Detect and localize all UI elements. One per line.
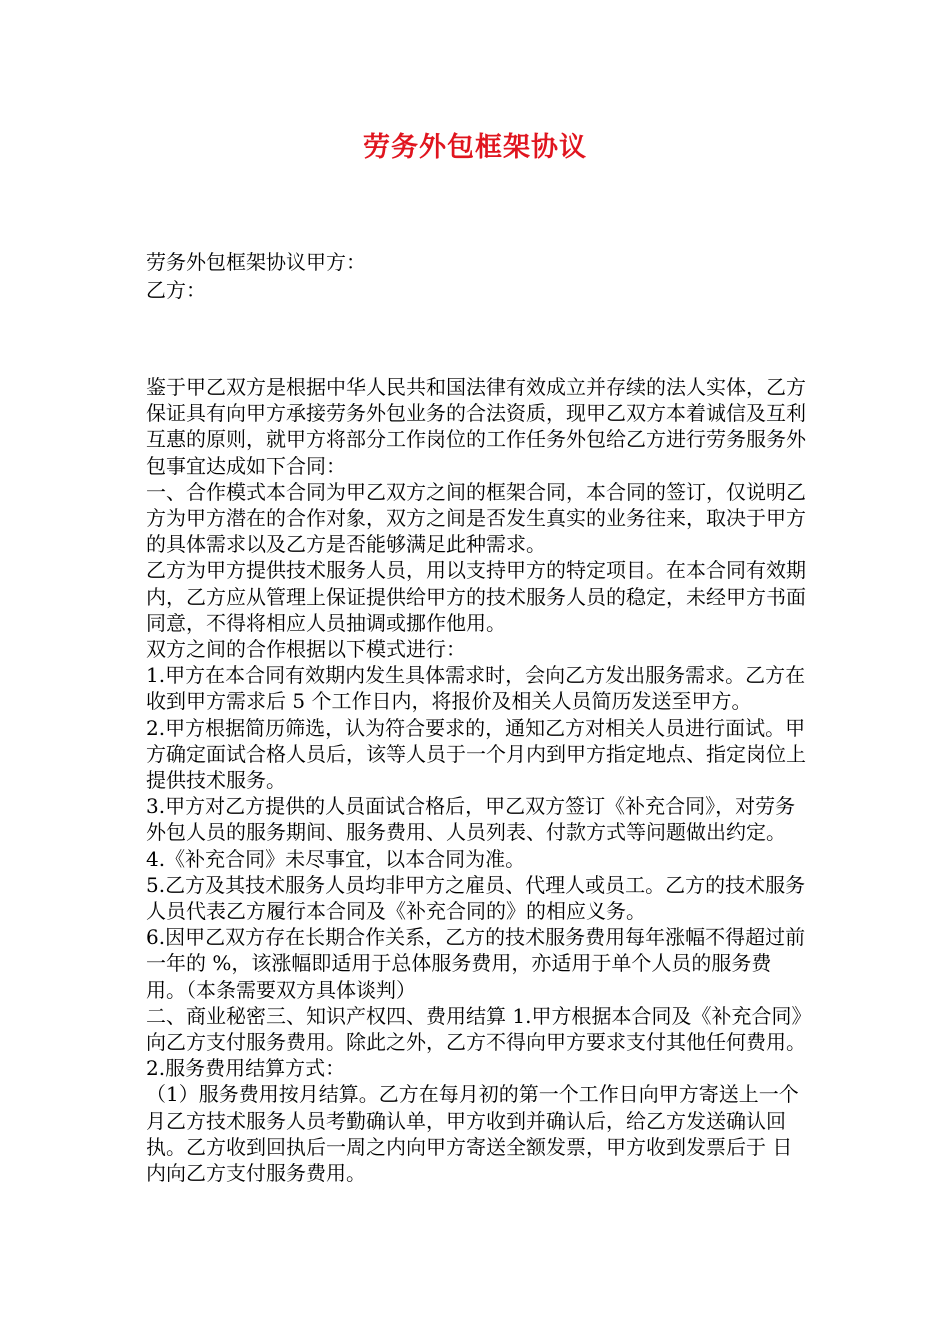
paragraph: 5.乙方及其技术服务人员均非甲方之雇员、代理人或员工。乙方的技术服务人员代表乙方履行本合同及《补充合同的》的相应义务。 (146, 872, 806, 924)
party-a-line: 劳务外包框架协议甲方： (146, 250, 366, 274)
paragraph: 6.因甲乙双方存在长期合作关系，乙方的技术服务费用每年涨幅不得超过前一年的 %，该涨幅即适用于总体服务费用，亦适用于单个人员的服务费用。（本条需要双方具体谈判） (146, 925, 806, 1002)
paragraph: 双方之间的合作根据以下模式进行： (146, 637, 466, 662)
paragraph: 3.甲方对乙方提供的人员面试合格后，甲乙双方签订《补充合同》，对劳务外包人员的服务期间、服务费用、人员列表、付款方式等问题做出约定。 (146, 794, 796, 845)
document-body (146, 374, 811, 1186)
paragraph: 乙方为甲方提供技术服务人员，用以支持甲方的特定项目。在本合同有效期内，乙方应从管理上保证提供给甲方的技术服务人员的稳定，未经甲方书面同意，不得将相应人员抽调或挪作他用。 (146, 558, 806, 635)
party-b-line: 乙方： (146, 278, 206, 302)
paragraph: 4.《补充合同》未尽事宜，以本合同为准。 (146, 846, 526, 871)
paragraph: （1）服务费用按月结算。乙方在每月初的第一个工作日向甲方寄送上一个月乙方技术服务人员考勤确认单，甲方收到并确认后，给乙方发送确认回执。乙方收到回执后一周之内向甲方寄送全额发票，甲方收到发票后于 日内向乙方支付服务费用。 (146, 1082, 799, 1186)
paragraph: 1.甲方在本合同有效期内发生具体需求时，会向乙方发出服务需求。乙方在收到甲方需求后 5 个工作日内，将报价及相关人员简历发送至甲方。 (146, 663, 806, 714)
paragraph: 一、合作模式本合同为甲乙双方之间的框架合同，本合同的签订，仅说明乙方为甲方潜在的合作对象，双方之间是否发生真实的业务往来，取决于甲方的具体需求以及乙方是否能够满足此种需求。 (146, 479, 806, 557)
paragraph: 2.甲方根据简历筛选，认为符合要求的，通知乙方对相关人员进行面试。甲方确定面试合格人员后，该等人员于一个月内到甲方指定地点、指定岗位上提供技术服务。 (146, 715, 806, 793)
paragraph: 2.服务费用结算方式： (146, 1056, 346, 1081)
parties-block (146, 248, 826, 304)
paragraph: 二、商业秘密三、知识产权四、费用结算 1.甲方根据本合同及《补充合同》向乙方支付服务费用。除此之外，乙方不得向甲方要求支付其他任何费用。 (146, 1003, 806, 1055)
document-title: 劳务外包框架协议 (363, 132, 587, 163)
paragraph: 鉴于甲乙双方是根据中华人民共和国法律有效成立并存续的法人实体，乙方保证具有向甲方承接劳务外包业务的合法资质，现甲乙双方本着诚信及互利互惠的原则，就甲方将部分工作岗位的工作任务外包给乙方进行劳务服务外包事宜达成如下合同： (146, 375, 806, 478)
